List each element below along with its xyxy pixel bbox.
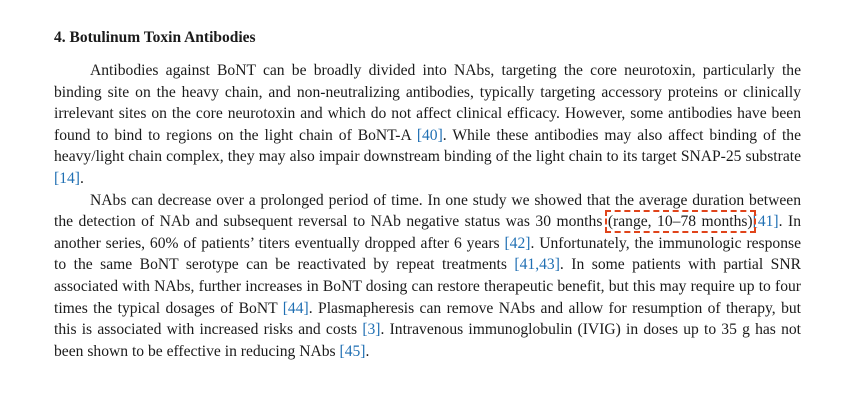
paragraph-1-text-b: . While these antibodies may also affect binding of the heavy/light chain complex, they may also impair downstream binding of the light chain to its target SNAP-25 substrate xyxy=(54,126,802,166)
paragraph-1-text-c: . xyxy=(79,169,84,187)
paragraph-2-text-b: . In another series, 60% of patients’ titers eventually dropped after 6 years xyxy=(54,213,801,252)
paragraph-2-text-c: . Unfortunately, the immunologic response to the same BoNT serotype can be reactivated by repeat treatments xyxy=(54,234,802,274)
citation-40[interactable]: [40] xyxy=(416,126,443,144)
section-heading: 4. Botulinum Toxin Antibodies xyxy=(54,29,256,46)
citation-44[interactable]: [44] xyxy=(282,299,309,317)
paragraph-2-text-g: . xyxy=(365,342,370,360)
highlighted-range: (range, 10–78 months) xyxy=(607,213,753,231)
citation-41[interactable]: [41] xyxy=(752,213,779,231)
paragraph-2-text-e: . Plasmapheresis can remove NAbs and allow for resumption of therapy, but this is associated with increased risks and costs xyxy=(54,299,801,339)
paragraph-2-text-f: . Intravenous immunoglobulin (IVIG) in doses up to 35 g has not been shown to be effective in reducing NAbs xyxy=(54,321,801,360)
paragraph-2-text-a: NAbs can decrease over a prolonged period of time. In one study we showed that the average duration between the detection of NAb and subsequent reversal to NAb negative status was 30 months xyxy=(54,191,801,231)
citation-3[interactable]: [3] xyxy=(362,321,381,339)
paragraph-2 xyxy=(54,190,801,363)
paragraph-2-text-d: . In some patients with partial SNR associated with NAbs, further increases in BoNT dosing can restore therapeutic benefit, but this may require up to four times the typical dosages of BoNT xyxy=(54,256,801,317)
citation-42[interactable]: [42] xyxy=(504,234,531,252)
citation-41-43[interactable]: [41,43] xyxy=(514,256,560,274)
paragraph-1-text-a: Antibodies against BoNT can be broadly divided into NAbs, targeting the core neurotoxin, particularly the binding site on the heavy chain, and non-neutralizing antibodies, typically targeting accessory proteins or clinically irrelevant sites on the core neurotoxin and which do not affect clinical efficacy. However, some antibodies have been found to bind to regions on the light chain of BoNT-A xyxy=(54,62,801,144)
paragraph-1 xyxy=(54,60,801,190)
citation-45[interactable]: [45] xyxy=(339,342,366,360)
citation-14[interactable]: [14] xyxy=(54,169,80,187)
